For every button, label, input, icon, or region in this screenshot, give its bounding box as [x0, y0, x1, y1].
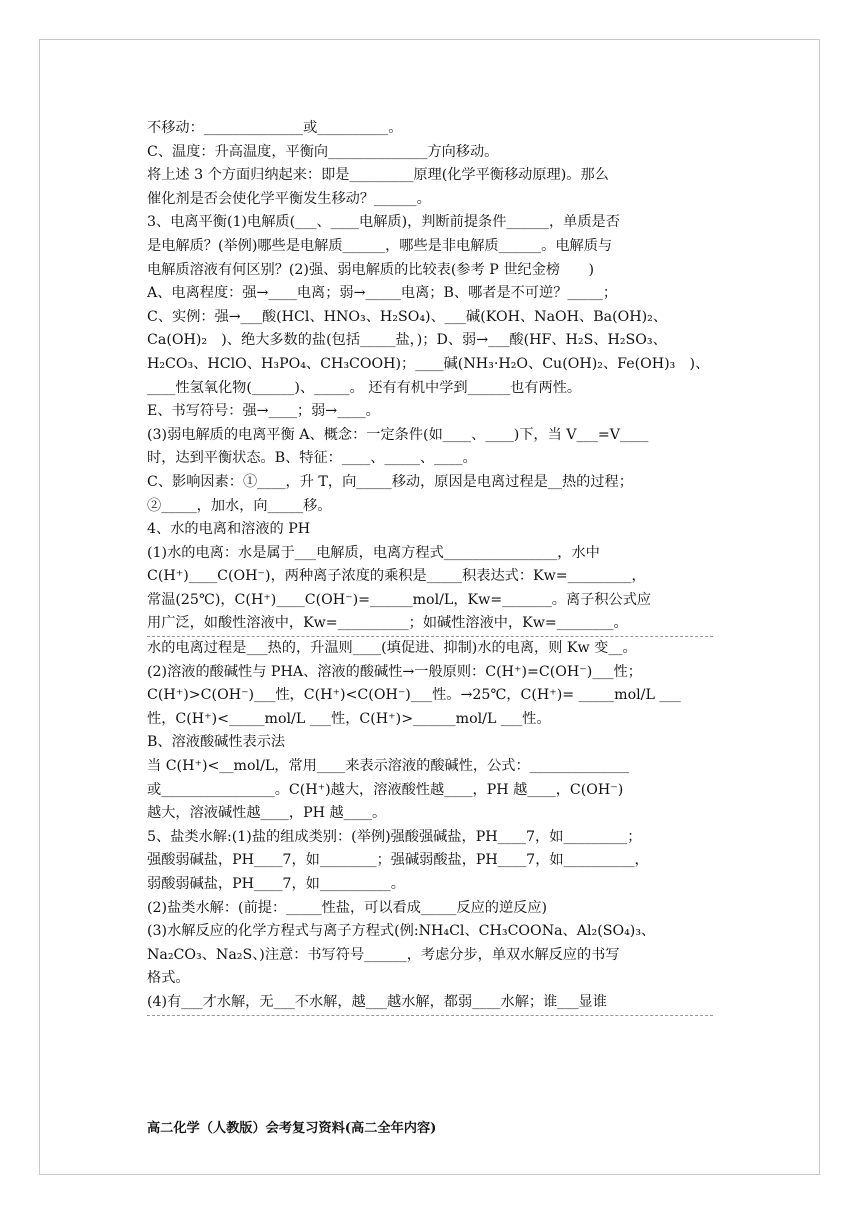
text-line: 性，C(H⁺)<_____mol/L ___性，C(H⁺)>______mol/L ___性。 — [147, 710, 551, 727]
text-line: 越大，溶液碱性越____，PH 越____。 — [147, 805, 387, 822]
document-body — [147, 117, 713, 1016]
text-line: E、书写符号：强→____；弱→____。 — [147, 403, 380, 420]
text-line: 强酸弱碱盐，PH____7，如________；强碱弱酸盐，PH____7，如__________， — [147, 852, 649, 869]
text-line: 常温(25℃)，C(H⁺)____C(OH⁻)=______mol/L，Kw=_______。离子积公式应 — [147, 591, 652, 608]
text-line: 电解质溶液有何区别？(2)强、弱电解质的比较表(参考 P 世纪金榜 ) — [147, 261, 594, 278]
text-line: 弱酸弱碱盐，PH____7，如__________。 — [147, 876, 405, 892]
text-line: C(H⁺)>C(OH⁻)___性，C(H⁺)<C(OH⁻)___性。→25℃，C(H⁺)= _____mol/L ___ — [147, 687, 681, 704]
text-line: 或________________。C(H⁺)越大，溶液酸性越____，PH 越____，C(OH⁻) — [147, 781, 624, 798]
text-line: 3、电离平衡(1)电解质(___、____电解质)，判断前提条件______，单质是否 — [147, 214, 620, 231]
text-line: (1)水的电离：水是属于___电解质，电离方程式________________，水中 — [147, 544, 600, 561]
text-line: 是电解质？(举例)哪些是电解质______，哪些是非电解质______。电解质与 — [147, 237, 613, 254]
text-line: ____性氢氧化物(______)、_____。 还有有机中学到______也有两性。 — [147, 379, 582, 396]
text-line: 时，达到平衡状态。B、特征：____、_____、____。 — [147, 450, 477, 467]
page-footer: 高二化学（人教版）会考复习资料(高二全年内容) — [147, 1121, 437, 1136]
text-line: C、温度：升高温度，平衡向______________方向移动。 — [147, 143, 499, 160]
text-line: 水的电离过程是___热的，升温则____(填促进、抑制)水的电离，则 Kw 变__。 — [147, 640, 637, 657]
text-line: Ca(OH)₂ )、绝大多数的盐(包括_____盐，)；D、弱→___酸(HF、H₂S、H₂SO₃、 — [147, 332, 667, 349]
text-line: Na₂CO₃、Na₂S、)注意：书写符号______，考虑分步，单双水解反应的书写 — [147, 946, 620, 963]
text-line: A、电离程度：强→____电离；弱→_____电离；B、哪者是不可逆？_____； — [147, 285, 618, 302]
text-line: C(H⁺)____C(OH⁻)，两种离子浓度的乘积是_____积表达式：Kw=_________， — [147, 568, 646, 585]
text-line: 将上述 3 个方面归纳起来：即是_________原理(化学平衡移动原理)。那么 — [147, 167, 609, 184]
text-line: 用广泛，如酸性溶液中，Kw=__________；如碱性溶液中，Kw=________。 — [147, 612, 713, 637]
text-line: (3)水解反应的化学方程式与离子方程式(例:NH₄Cl、CH₃COONa、Al₂(SO₄)₃、 — [147, 923, 656, 940]
text-line: (3)弱电解质的电离平衡 A、概念：一定条件(如____、____)下，当 V___=V____ — [147, 426, 649, 443]
text-line: (2)溶液的酸碱性与 PHA、溶液的酸碱性→一般原则：C(H⁺)=C(OH⁻)___性； — [147, 663, 642, 680]
text-line: C、实例：强→___酸(HCl、HNO₃、H₂SO₄)、___碱(KOH、NaOH、Ba(OH)₂、 — [147, 308, 668, 325]
section-heading: 5、盐类水解:(1)盐的组成类别：(举例)强酸强碱盐，PH____7，如_________； — [147, 828, 642, 845]
text-line: (2)盐类水解：(前提：_____性盐，可以看成_____反应的逆反应) — [147, 899, 548, 916]
text-line: (4)有___才水解，无___不水解，越___越水解，都弱____水解；谁___显谁 — [147, 991, 713, 1016]
text-line: C、影响因素：①____，升 T，向_____移动，原因是电离过程是__热的过程； — [147, 473, 633, 490]
text-line: ②_____，加水，向_____移。 — [147, 497, 332, 514]
text-line: 催化剂是否会使化学平衡发生移动？______。 — [147, 190, 431, 207]
text-line: 当 C(H⁺)<__mol/L，常用____来表示溶液的酸碱性，公式：______________ — [147, 758, 629, 775]
text-line: 格式。 — [147, 970, 190, 987]
text-line: 不移动：______________或__________。 — [147, 120, 403, 136]
section-heading: 4、水的电离和溶液的 PH — [147, 521, 311, 538]
text-line: H₂CO₃、HClO、H₃PO₄、CH₃COOH)；____碱(NH₃·H₂O、Cu(OH)₂、Fe(OH)₃ )、 — [147, 355, 710, 372]
text-line: B、溶液酸碱性表示法 — [147, 734, 286, 751]
